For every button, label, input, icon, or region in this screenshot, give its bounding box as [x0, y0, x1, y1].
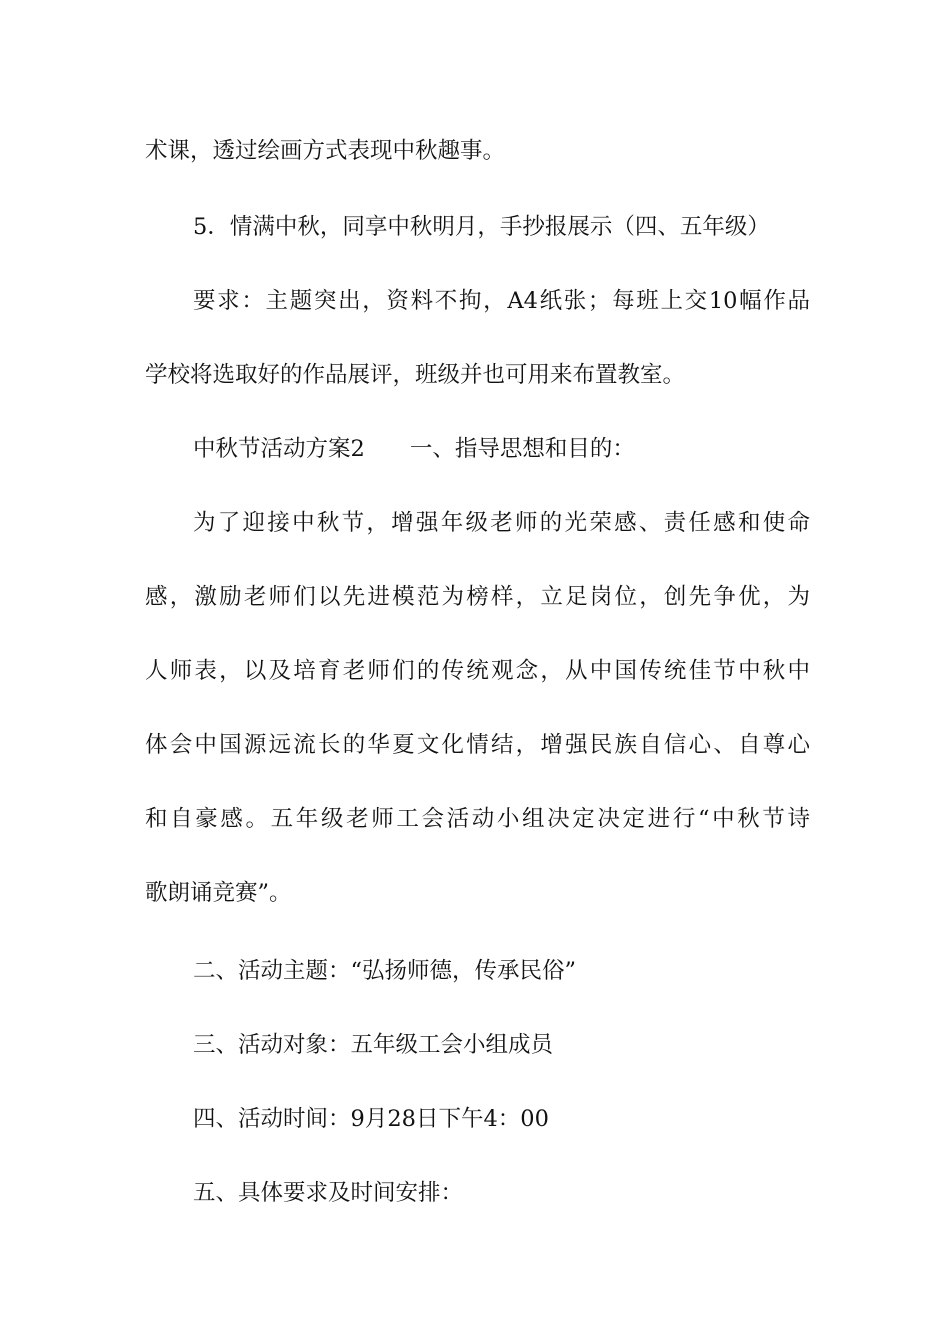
text-line-14: 四、活动时间：9月28日下午4：00: [193, 1106, 549, 1132]
text-line-8: 人师表，以及培育老师们的传统观念，从中国传统佳节中秋中: [145, 658, 810, 684]
text-line-1: 术课，透过绘画方式表现中秋趣事。: [145, 138, 506, 164]
text-line-5: 中秋节活动方案2 一、指导思想和目的：: [193, 436, 635, 462]
text-line-2: 5．情满中秋，同享中秋明月，手抄报展示（四、五年级）: [193, 214, 770, 240]
text-line-10: 和自豪感。五年级老师工会活动小组决定决定进行“中秋节诗: [145, 806, 810, 832]
text-line-15: 五、具体要求及时间安排：: [193, 1180, 464, 1206]
text-line-9: 体会中国源远流长的华夏文化情结，增强民族自信心、自尊心: [145, 732, 810, 758]
text-line-7: 感，激励老师们以先进模范为榜样，立足岗位，创先争优，为: [145, 584, 810, 610]
text-line-6: 为了迎接中秋节，增强年级老师的光荣感、责任感和使命: [193, 510, 810, 536]
text-line-12: 二、活动主题：“弘扬师德，传承民俗”: [193, 958, 577, 984]
text-line-11: 歌朗诵竞赛”。: [145, 880, 292, 906]
text-line-13: 三、活动对象：五年级工会小组成员: [193, 1032, 554, 1058]
text-line-3: 要求：主题突出，资料不拘，A4纸张；每班上交10幅作品: [193, 288, 810, 314]
text-line-4: 学校将选取好的作品展评，班级并也可用来布置教室。: [145, 362, 686, 388]
